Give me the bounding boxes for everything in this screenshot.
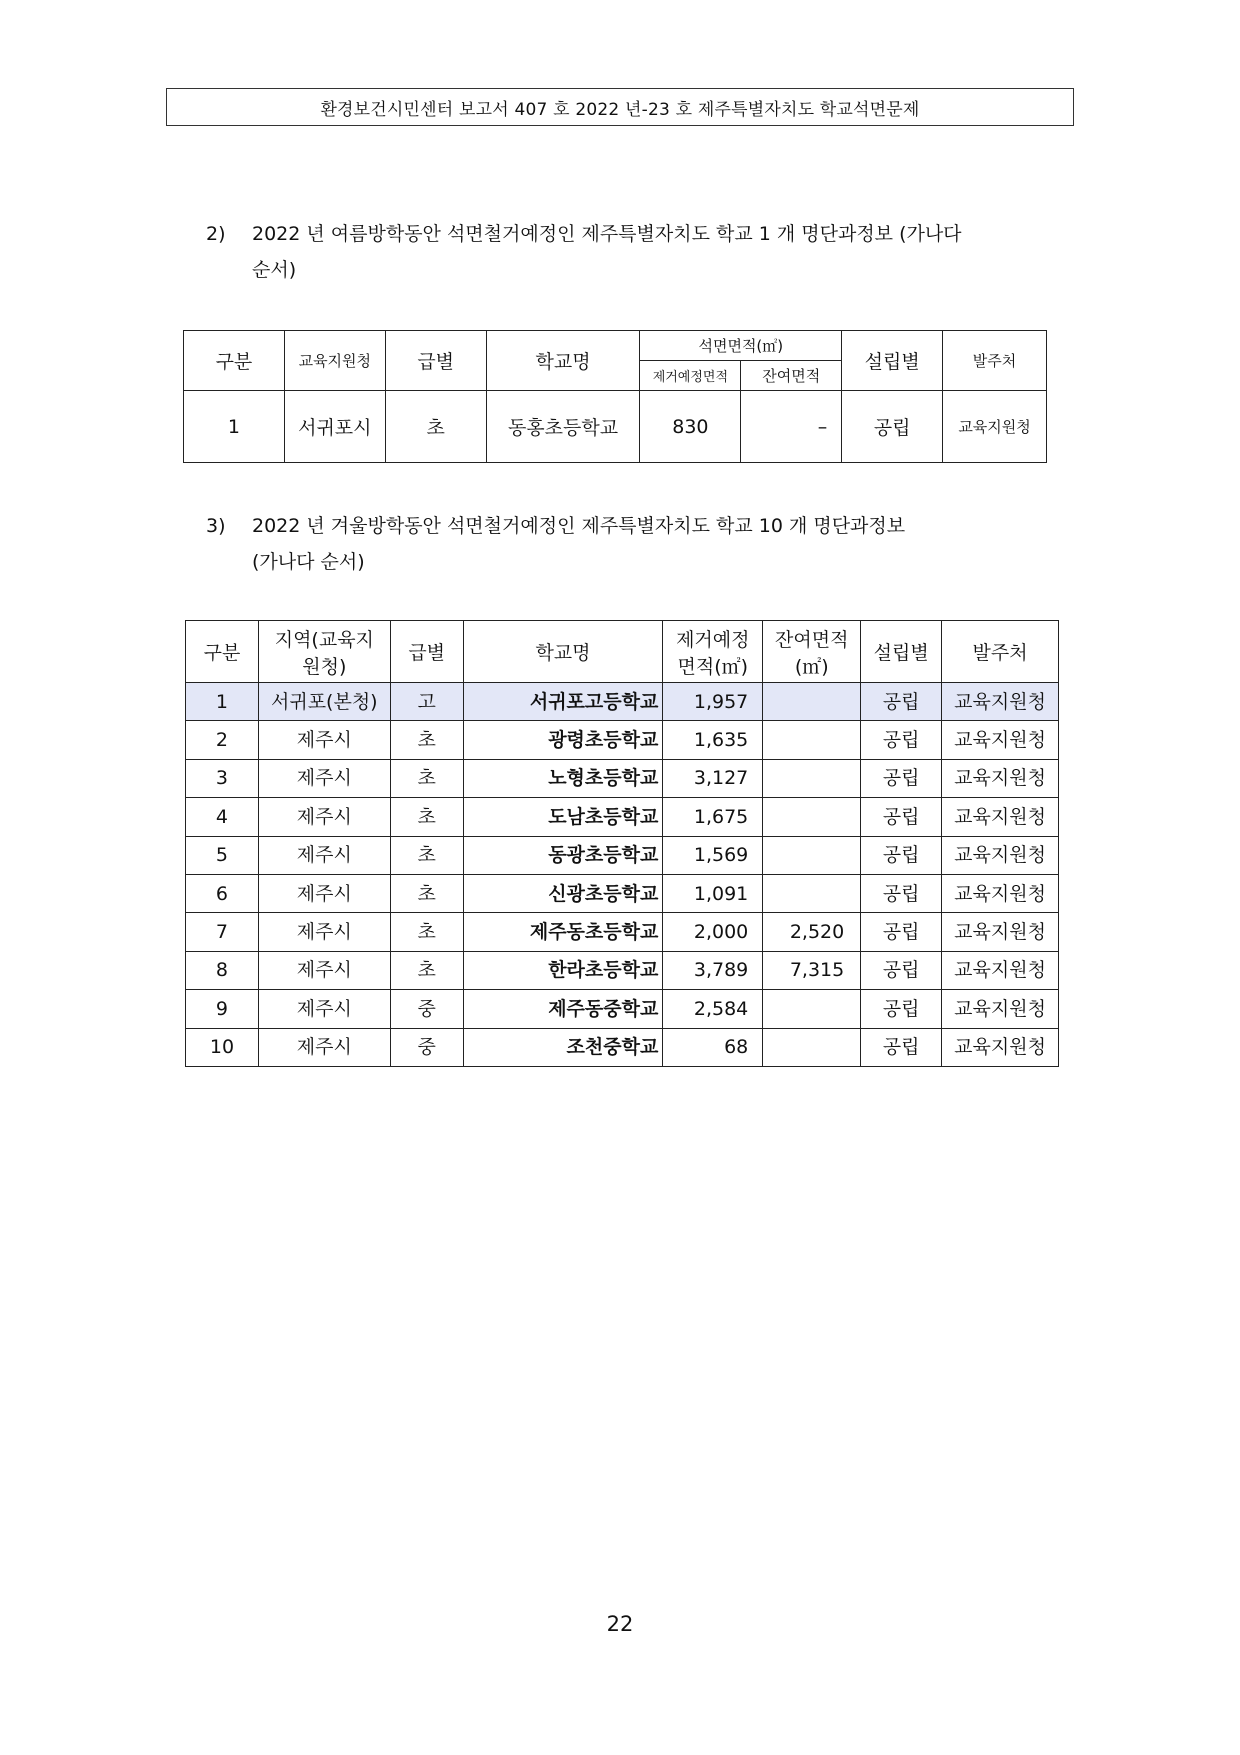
cell-remain (763, 798, 861, 836)
section-3-line2: (가나다 순서) (252, 551, 365, 573)
cell-level: 초 (390, 913, 463, 951)
cell-client: 교육지원청 (942, 874, 1059, 912)
table-row (186, 990, 1059, 1028)
cell-type: 공립 (861, 990, 942, 1028)
cell-no: 2 (186, 721, 259, 759)
table1-header-area-remove: 제거예정면적 (640, 361, 741, 391)
cell-level: 초 (385, 391, 486, 463)
cell-remove: 1,569 (663, 836, 763, 874)
cell-level: 초 (390, 874, 463, 912)
table-row (186, 836, 1059, 874)
cell-type: 공립 (861, 951, 942, 989)
cell-region: 제주시 (258, 836, 390, 874)
cell-remove: 1,957 (663, 683, 763, 721)
summer-schools-table (183, 330, 1047, 463)
cell-remain (763, 1028, 861, 1066)
cell-school: 제주동중학교 (463, 990, 663, 1028)
cell-remain (763, 759, 861, 797)
cell-region: 제주시 (258, 913, 390, 951)
cell-remain: 7,315 (763, 951, 861, 989)
table-row (186, 1028, 1059, 1066)
table2-header-client: 발주처 (942, 621, 1059, 683)
table2-header-remove (663, 621, 763, 683)
table2-header-no: 구분 (186, 621, 259, 683)
cell-client: 교육지원청 (942, 836, 1059, 874)
table1-header-row (184, 331, 1047, 361)
cell-school: 서귀포고등학교 (463, 683, 663, 721)
page-number: 22 (606, 1612, 634, 1636)
table-row (186, 951, 1059, 989)
cell-school: 한라초등학교 (463, 951, 663, 989)
report-header (166, 88, 1074, 126)
cell-region: 제주시 (258, 798, 390, 836)
cell-remove: 3,127 (663, 759, 763, 797)
table2-header-region-line2: 원청) (302, 655, 347, 678)
cell-remove: 3,789 (663, 951, 763, 989)
cell-client: 교육지원청 (942, 1028, 1059, 1066)
cell-client: 교육지원청 (942, 759, 1059, 797)
cell-no: 9 (186, 990, 259, 1028)
cell-no: 3 (186, 759, 259, 797)
table-row (186, 759, 1059, 797)
table2-header-remain (763, 621, 861, 683)
table1-header-client: 발주처 (943, 331, 1047, 391)
section-3-number: 3) (206, 515, 226, 537)
cell-school: 신광초등학교 (463, 874, 663, 912)
cell-type: 공립 (861, 913, 942, 951)
table2-header-region (258, 621, 390, 683)
cell-region: 서귀포(본청) (258, 683, 390, 721)
table2-header-region-line1: 지역(교육지 (274, 628, 374, 651)
cell-type: 공립 (861, 874, 942, 912)
cell-level: 초 (390, 721, 463, 759)
table2-header-level: 급별 (390, 621, 463, 683)
section-2-line1: 2022 년 여름방학동안 석면철거예정인 제주특별자치도 학교 1 개 명단과정보 (가나다 (252, 223, 962, 245)
cell-no: 6 (186, 874, 259, 912)
cell-region: 제주시 (258, 874, 390, 912)
cell-remove: 2,584 (663, 990, 763, 1028)
cell-no: 8 (186, 951, 259, 989)
table-row (186, 798, 1059, 836)
table1-header-area-group: 석면면적(㎡) (640, 331, 842, 361)
cell-remove: 830 (640, 391, 741, 463)
table-row (186, 874, 1059, 912)
table-row (186, 913, 1059, 951)
table2-header-remove-line1: 제거예정 (676, 628, 750, 651)
table-row (184, 391, 1047, 463)
cell-type: 공립 (861, 836, 942, 874)
table1-header-area-remain: 잔여면적 (741, 361, 842, 391)
cell-school: 도남초등학교 (463, 798, 663, 836)
cell-remain (763, 874, 861, 912)
cell-school: 동광초등학교 (463, 836, 663, 874)
table1-header-office: 교육지원청 (284, 331, 385, 391)
table2-header-type: 설립별 (861, 621, 942, 683)
cell-remain: 2,520 (763, 913, 861, 951)
cell-level: 중 (390, 990, 463, 1028)
cell-type: 공립 (861, 683, 942, 721)
cell-type: 공립 (861, 759, 942, 797)
cell-client: 교육지원청 (942, 951, 1059, 989)
cell-level: 초 (390, 759, 463, 797)
winter-schools-table (185, 620, 1059, 1067)
cell-no: 10 (186, 1028, 259, 1066)
section-2-line2: 순서) (252, 259, 297, 281)
cell-region: 제주시 (258, 721, 390, 759)
cell-level: 초 (390, 798, 463, 836)
cell-level: 초 (390, 951, 463, 989)
table2-header-remain-line2: (㎡) (794, 655, 829, 678)
cell-client: 교육지원청 (942, 721, 1059, 759)
table-row (186, 721, 1059, 759)
cell-no: 1 (184, 391, 285, 463)
cell-school: 동홍초등학교 (486, 391, 640, 463)
cell-remain: – (741, 391, 842, 463)
table2-header-remain-line1: 잔여면적 (775, 628, 849, 651)
cell-level: 초 (390, 836, 463, 874)
cell-type: 공립 (861, 721, 942, 759)
cell-school: 노형초등학교 (463, 759, 663, 797)
cell-remove: 68 (663, 1028, 763, 1066)
cell-client: 교육지원청 (942, 990, 1059, 1028)
cell-no: 1 (186, 683, 259, 721)
cell-type: 공립 (861, 1028, 942, 1066)
section-3-line1: 2022 년 겨울방학동안 석면철거예정인 제주특별자치도 학교 10 개 명단과정보 (252, 515, 906, 537)
cell-level: 고 (390, 683, 463, 721)
cell-region: 제주시 (258, 990, 390, 1028)
section-2-number: 2) (206, 223, 226, 245)
cell-school: 조천중학교 (463, 1028, 663, 1066)
cell-region: 제주시 (258, 1028, 390, 1066)
cell-remain (763, 721, 861, 759)
cell-client: 교육지원청 (942, 798, 1059, 836)
cell-no: 4 (186, 798, 259, 836)
table1-header-level: 급별 (385, 331, 486, 391)
report-header-title: 환경보건시민센터 보고서 407 호 2022 년-23 호 제주특별자치도 학교석면문제 (320, 99, 920, 120)
table1-header-no: 구분 (184, 331, 285, 391)
table1-header-school: 학교명 (486, 331, 640, 391)
cell-remove: 1,091 (663, 874, 763, 912)
cell-region: 제주시 (258, 759, 390, 797)
cell-remain (763, 836, 861, 874)
cell-client: 교육지원청 (943, 391, 1047, 463)
cell-no: 5 (186, 836, 259, 874)
table2-header-remove-line2: 면적(㎡) (677, 655, 749, 678)
cell-remove: 1,635 (663, 721, 763, 759)
table2-header-row (186, 621, 1059, 683)
table2-header-school: 학교명 (463, 621, 663, 683)
cell-level: 중 (390, 1028, 463, 1066)
cell-region: 제주시 (258, 951, 390, 989)
table-row (186, 683, 1059, 721)
cell-remain (763, 683, 861, 721)
cell-type: 공립 (842, 391, 943, 463)
table2-body (186, 683, 1059, 1067)
cell-remain (763, 990, 861, 1028)
cell-school: 제주동초등학교 (463, 913, 663, 951)
cell-client: 교육지원청 (942, 913, 1059, 951)
cell-remove: 1,675 (663, 798, 763, 836)
cell-office: 서귀포시 (284, 391, 385, 463)
table1-header-type: 설립별 (842, 331, 943, 391)
cell-school: 광령초등학교 (463, 721, 663, 759)
cell-remove: 2,000 (663, 913, 763, 951)
cell-no: 7 (186, 913, 259, 951)
cell-client: 교육지원청 (942, 683, 1059, 721)
cell-type: 공립 (861, 798, 942, 836)
